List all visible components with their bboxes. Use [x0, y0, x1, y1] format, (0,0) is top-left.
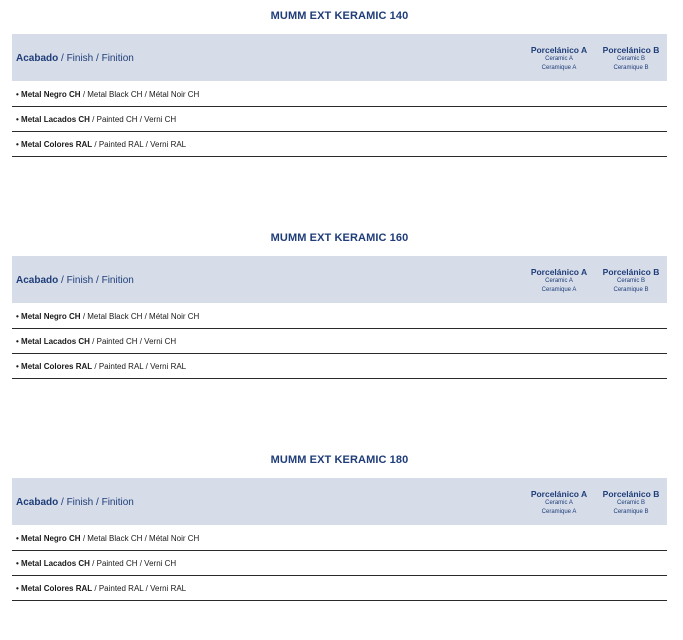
finish-column-header — [16, 275, 134, 286]
porcelanico-b-column-header — [596, 267, 666, 295]
column-title: Porcelánico A — [530, 45, 588, 55]
column-title: Porcelánico A — [530, 489, 588, 499]
finish-label-bold: Acabado — [16, 497, 59, 508]
table-row — [12, 107, 667, 132]
row-label — [16, 140, 186, 149]
column-title: Porcelánico B — [602, 267, 660, 277]
porcelanico-a-column-header — [524, 45, 594, 73]
row-label-bold: • Metal Negro CH — [16, 312, 81, 321]
row-label — [16, 559, 176, 568]
table-header — [12, 478, 667, 525]
row-label-bold: • Metal Negro CH — [16, 534, 81, 543]
column-subtitle: Ceramic A — [545, 500, 573, 506]
table-title: MUMM EXT KERAMIC 140 — [270, 10, 409, 22]
table-title: MUMM EXT KERAMIC 160 — [270, 232, 409, 244]
table-row — [12, 304, 667, 329]
column-title: Porcelánico B — [602, 489, 660, 499]
row-label-rest: / Painted RAL / Verni RAL — [92, 140, 187, 149]
column-subtitle: Ceramic A — [545, 56, 573, 62]
row-label-bold: • Metal Negro CH — [16, 90, 81, 99]
finish-label-bold: Acabado — [16, 275, 59, 286]
column-subtitle: Ceramique B — [613, 65, 649, 71]
row-label-bold: • Metal Lacados CH — [16, 337, 90, 346]
table-row — [12, 329, 667, 354]
row-label-rest: / Metal Black CH / Métal Noir CH — [80, 312, 200, 321]
finish-label-rest: / Finish / Finition — [58, 497, 134, 508]
table-row — [12, 576, 667, 601]
column-title: Porcelánico B — [602, 45, 660, 55]
row-label-bold: • Metal Colores RAL — [16, 362, 93, 371]
row-label — [16, 584, 186, 593]
column-subtitle: Ceramic B — [616, 278, 645, 284]
row-label-rest: / Painted RAL / Verni RAL — [92, 362, 187, 371]
table-header — [12, 34, 667, 81]
row-label — [16, 534, 199, 543]
row-label-rest: / Metal Black CH / Métal Noir CH — [80, 534, 200, 543]
finish-label-bold: Acabado — [16, 53, 59, 64]
finish-column-header — [16, 53, 134, 64]
table-header — [12, 256, 667, 303]
porcelanico-b-column-header — [596, 45, 666, 73]
porcelanico-a-column-header — [524, 267, 594, 295]
column-subtitle: Ceramique A — [541, 65, 577, 71]
column-subtitle: Ceramique A — [541, 509, 577, 515]
table-row — [12, 132, 667, 157]
row-label-rest: / Painted CH / Verni CH — [89, 559, 177, 568]
row-label-bold: • Metal Colores RAL — [16, 140, 93, 149]
table-row — [12, 551, 667, 576]
row-label — [16, 90, 199, 99]
row-label-bold: • Metal Lacados CH — [16, 115, 90, 124]
row-label — [16, 312, 199, 321]
column-subtitle: Ceramique B — [613, 287, 649, 293]
row-label-bold: • Metal Colores RAL — [16, 584, 93, 593]
row-label-bold: • Metal Lacados CH — [16, 559, 90, 568]
row-label-rest: / Painted RAL / Verni RAL — [92, 584, 187, 593]
column-title: Porcelánico A — [530, 267, 588, 277]
row-label-rest: / Metal Black CH / Métal Noir CH — [80, 90, 200, 99]
finish-label-rest: / Finish / Finition — [58, 275, 134, 286]
column-subtitle: Ceramic A — [545, 278, 573, 284]
row-label — [16, 115, 176, 124]
row-label-rest: / Painted CH / Verni CH — [89, 337, 177, 346]
table-title: MUMM EXT KERAMIC 180 — [270, 454, 409, 466]
table-row — [12, 354, 667, 379]
column-subtitle: Ceramic B — [616, 500, 645, 506]
table-row — [12, 82, 667, 107]
column-subtitle: Ceramique B — [613, 509, 649, 515]
row-label-rest: / Painted CH / Verni CH — [89, 115, 177, 124]
column-subtitle: Ceramique A — [541, 287, 577, 293]
column-subtitle: Ceramic B — [616, 56, 645, 62]
row-label — [16, 362, 186, 371]
row-label — [16, 337, 176, 346]
finish-column-header — [16, 497, 134, 508]
table-row — [12, 526, 667, 551]
porcelanico-b-column-header — [596, 489, 666, 517]
finish-label-rest: / Finish / Finition — [58, 53, 134, 64]
porcelanico-a-column-header — [524, 489, 594, 517]
